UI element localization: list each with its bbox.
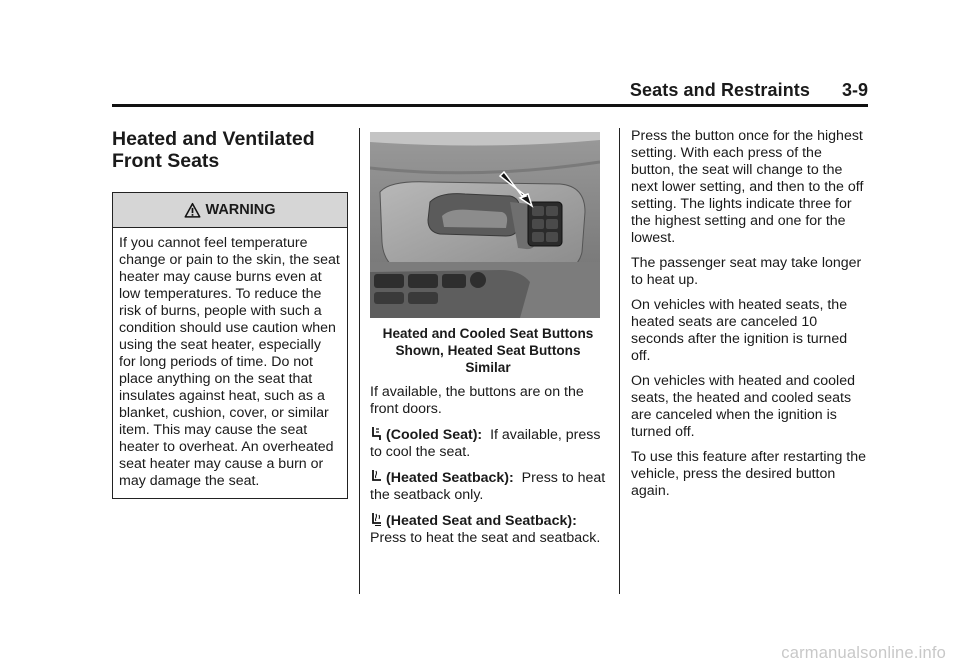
heated-seat-and-seatback-term: (Heated Seat and Seatback): xyxy=(386,513,577,529)
caption-line-3: Similar xyxy=(465,360,511,375)
caption-line-2: Shown, Heated Seat Buttons xyxy=(395,343,581,358)
paragraph-restart: To use this feature after restarting the vehicle, press the desired button again. xyxy=(631,449,867,499)
paragraph-heated-cooled-canceled: On vehicles with heated and cooled seats, the heated and cooled seats are canceled when the ignition is turned off. xyxy=(631,373,855,440)
column-3 xyxy=(631,128,867,508)
warning-header xyxy=(113,193,347,228)
section-title-line-1: Heated and Ventilated xyxy=(112,128,315,150)
heated-seatback-desc: Press to heat the seatback only. xyxy=(370,470,606,503)
column-1 xyxy=(112,128,348,499)
heated-seatback-icon xyxy=(370,469,382,484)
heated-seat-and-seatback-icon xyxy=(370,512,382,527)
heated-seat-and-seatback-entry xyxy=(370,512,606,547)
watermark: carmanualsonline.info xyxy=(781,644,946,662)
figure-caption xyxy=(370,325,606,376)
paragraph-settings: Press the button once for the highest setting. With each press of the button, the seat will change to the next lower setting, and then to the off setting. The lights indicate three for the highest setting and one for the lowest. xyxy=(631,128,864,246)
heated-seat-and-seatback-desc: Press to heat the seat and seatback. xyxy=(370,530,601,546)
paragraph-heated-canceled: On vehicles with heated seats, the heated seats are canceled 10 seconds after the ignition is turned off. xyxy=(631,297,848,364)
buttons-location-text: If available, the buttons are on the front doors. xyxy=(370,384,584,417)
page-number: 3-9 xyxy=(841,80,868,100)
heated-seatback-entry xyxy=(370,469,606,504)
column-2 xyxy=(370,132,606,555)
paragraph-passenger: The passenger seat may take longer to heat up. xyxy=(631,255,862,288)
warning-text: If you cannot feel temperature change or pain to the skin, the seat heater may cause burns even at low temperatures. To reduce the risk of burns, people with such a condition should use caution when using the seat heater, especially for long periods of time. Do not place anything on the seat that insulates against heat, such as a blanket, cushion, cover, or similar item. This may cause the seat heater to overheat. An overheated seat heater may cause a burn or may damage the seat. xyxy=(119,235,340,489)
door-panel-photo xyxy=(370,132,600,318)
cooled-seat-icon xyxy=(370,426,382,441)
caption-line-1: Heated and Cooled Seat Buttons xyxy=(382,326,594,341)
heated-seatback-term: (Heated Seatback): xyxy=(386,470,514,486)
warning-label: WARNING xyxy=(205,201,276,218)
section-title-line-2: Front Seats xyxy=(112,150,220,172)
cooled-seat-term: (Cooled Seat): xyxy=(386,427,483,443)
cooled-seat-desc: If available, press to cool the seat. xyxy=(370,427,601,460)
warning-box xyxy=(112,192,348,499)
cooled-seat-entry xyxy=(370,426,606,461)
warning-triangle-icon xyxy=(184,202,201,219)
section-title xyxy=(112,128,348,172)
column-divider-1 xyxy=(359,128,360,594)
column-divider-2 xyxy=(619,128,620,594)
page-header xyxy=(112,78,868,107)
header-title: Seats and Restraints xyxy=(629,80,810,100)
